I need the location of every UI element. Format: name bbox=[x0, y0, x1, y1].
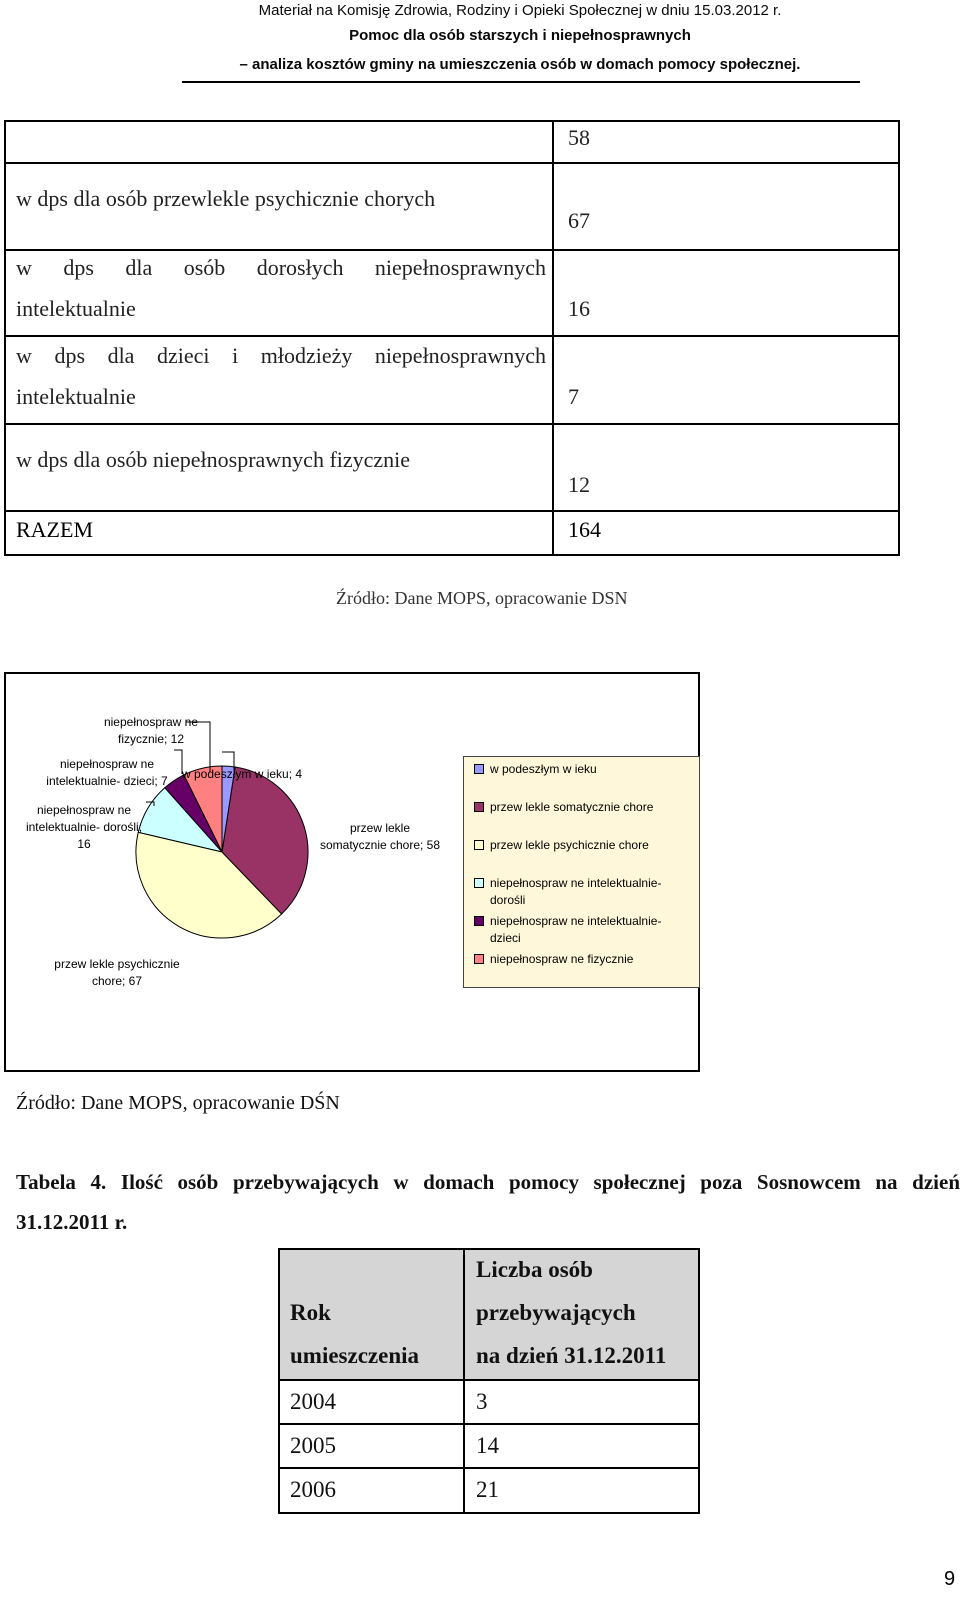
data-label-dzieci bbox=[32, 756, 182, 790]
table-border bbox=[278, 1248, 700, 1250]
header-line: umieszczenia bbox=[290, 1343, 420, 1368]
table-cell-value: 12 bbox=[568, 472, 590, 497]
column-divider bbox=[552, 251, 554, 335]
legend-swatch bbox=[474, 878, 484, 888]
column-divider bbox=[552, 512, 554, 554]
legend-item bbox=[474, 837, 695, 854]
table-cell-label: w dps dla osób przewlekle psychicznie chorych bbox=[16, 186, 436, 211]
placement-year-table bbox=[278, 1248, 700, 1512]
column-divider bbox=[552, 425, 554, 510]
table-header-cell bbox=[278, 1248, 464, 1380]
chart-legend bbox=[463, 756, 700, 988]
table-row bbox=[4, 512, 900, 556]
data-label-somatyczne bbox=[310, 820, 450, 854]
data-label-line: fizycznie; 12 bbox=[117, 732, 185, 746]
data-label-line: intelektualnie- dzieci; 7 bbox=[46, 774, 168, 788]
table-cell-value: 67 bbox=[568, 208, 590, 233]
data-label-line: niepełnospraw ne bbox=[103, 715, 199, 729]
table-border bbox=[278, 1467, 700, 1469]
table-border bbox=[463, 1248, 465, 1514]
table-row bbox=[4, 425, 900, 512]
header-line: Liczba osób bbox=[476, 1257, 593, 1282]
table-border bbox=[698, 1248, 700, 1514]
data-label-line: niepełnospraw ne bbox=[59, 757, 155, 771]
header-line-1: Materiał na Komisję Zdrowia, Rodziny i Opieki Społecznej w dniu 15.03.2012 r. bbox=[258, 2, 782, 19]
header-divider bbox=[182, 81, 860, 83]
legend-item bbox=[474, 761, 695, 778]
header-line-3: – analiza kosztów gminy na umieszczenia osób w domach pomocy społecznej. bbox=[239, 56, 801, 73]
legend-label: niepełnospraw ne intelektualnie- dzieci bbox=[490, 914, 662, 945]
table-cell-label: w dps dla dzieci i młodzieży niepełnosprawnych bbox=[16, 343, 546, 368]
table-cell-value: 164 bbox=[568, 517, 601, 542]
legend-label: w podeszłym w ieku bbox=[490, 762, 597, 776]
legend-item bbox=[474, 875, 695, 909]
data-label-dorosli bbox=[14, 802, 154, 853]
data-label-line: chore; 67 bbox=[91, 974, 143, 988]
table-cell-label: RAZEM bbox=[16, 517, 93, 542]
legend-label: przew lekle psychicznie chore bbox=[490, 838, 649, 852]
table-cell-value: 58 bbox=[568, 125, 590, 150]
data-label-fizycznie bbox=[96, 714, 206, 748]
table-border bbox=[278, 1248, 280, 1514]
legend-item bbox=[474, 951, 695, 968]
legend-swatch bbox=[474, 764, 484, 774]
table-cell-label: w dps dla osób dorosłych niepełnosprawnych bbox=[16, 255, 546, 280]
column-divider bbox=[552, 122, 554, 162]
table-row bbox=[4, 120, 900, 164]
data-label-line: somatycznie chore; 58 bbox=[319, 838, 441, 852]
header-line: przebywających bbox=[476, 1300, 636, 1325]
table-cell-year: 2005 bbox=[290, 1433, 336, 1458]
table-cell-year: 2004 bbox=[290, 1389, 336, 1414]
data-label-line: 16 bbox=[77, 837, 91, 851]
data-label-podeszly bbox=[182, 766, 322, 783]
legend-label: niepełnospraw ne intelektualnie- bbox=[490, 876, 662, 890]
header-line-2: Pomoc dla osób starszych i niepełnosprawnych bbox=[349, 27, 691, 44]
table-cell-count: 3 bbox=[476, 1389, 488, 1414]
legend-label: dorośli bbox=[490, 893, 526, 907]
data-label-line: przew lekle psychicznie bbox=[54, 957, 180, 971]
legend-label: niepełnospraw ne fizycznie bbox=[490, 952, 634, 966]
legend-swatch bbox=[474, 916, 484, 926]
table-cell-count: 14 bbox=[476, 1433, 499, 1458]
data-label-line: intelektualnie- dorośli; bbox=[25, 820, 143, 834]
table-caption: 31.12.2011 r. bbox=[16, 1210, 128, 1234]
data-label-line: niepełnospraw ne bbox=[36, 803, 132, 817]
data-label-line: przew lekle bbox=[349, 821, 411, 835]
table-cell-count: 21 bbox=[476, 1477, 499, 1502]
source-note: Źródło: Dane MOPS, opracowanie DSN bbox=[336, 588, 628, 608]
source-note: Źródło: Dane MOPS, opracowanie DŚN bbox=[16, 1092, 340, 1114]
legend-item bbox=[474, 913, 695, 947]
table-cell-label: intelektualnie bbox=[16, 296, 136, 321]
legend-item bbox=[474, 799, 695, 816]
table-cell-label: w dps dla osób niepełnosprawnych fizycznie bbox=[16, 447, 411, 472]
legend-label: przew lekle somatycznie chore bbox=[490, 800, 654, 814]
data-label-psychiczne bbox=[42, 956, 192, 990]
table-border bbox=[278, 1423, 700, 1425]
column-divider bbox=[552, 164, 554, 249]
header-line: Rok bbox=[290, 1300, 331, 1325]
table-cell-value: 16 bbox=[568, 296, 590, 321]
data-label-line: w podeszłym w ieku; 4 bbox=[182, 767, 303, 781]
table-row bbox=[4, 164, 900, 251]
table-border bbox=[278, 1379, 700, 1381]
table-cell-label: intelektualnie bbox=[16, 384, 136, 409]
column-divider bbox=[552, 337, 554, 423]
legend-swatch bbox=[474, 954, 484, 964]
table-cell-year: 2006 bbox=[290, 1477, 336, 1502]
page-number: 9 bbox=[944, 1568, 956, 1590]
table-caption: Tabela 4. Ilość osób przebywających w domach pomocy społecznej poza Sosnowcem na dzień bbox=[16, 1170, 960, 1194]
table-row bbox=[4, 251, 900, 337]
header-line: na dzień 31.12.2011 bbox=[476, 1343, 667, 1368]
legend-swatch bbox=[474, 840, 484, 850]
table-border bbox=[278, 1512, 700, 1514]
table-row bbox=[4, 337, 900, 425]
table-header-cell bbox=[464, 1248, 700, 1380]
legend-swatch bbox=[474, 802, 484, 812]
table-cell-value: 7 bbox=[568, 384, 579, 409]
